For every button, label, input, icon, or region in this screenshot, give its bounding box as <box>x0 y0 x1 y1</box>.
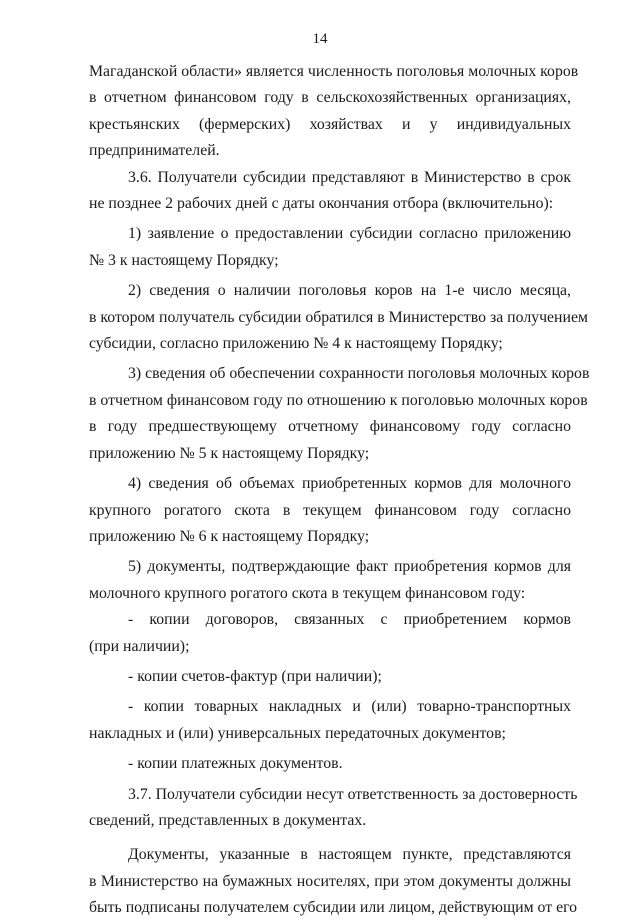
paragraph-sub-contracts <box>89 607 571 660</box>
text-line: не позднее 2 рабочих дней с даты окончания отбора (включительно): <box>89 195 554 213</box>
paragraph-sub-invoices <box>89 664 571 690</box>
text-line: - копии договоров, связанных с приобретением кормов <box>128 611 571 629</box>
text-line: 3) сведения об обеспечении сохранности поголовья молочных коров <box>128 365 590 383</box>
text-line: предпринимателей. <box>89 142 220 160</box>
document-body <box>89 59 590 922</box>
text-line: Магаданской области» является численность поголовья молочных коров <box>89 63 579 80</box>
text-line: накладных и (или) универсальных передаточных документов; <box>89 724 506 742</box>
text-line: 4) сведения об объемах приобретенных кормов для молочного <box>128 475 571 493</box>
text-line: - копии платежных документов. <box>128 755 343 773</box>
paragraph-item-3 <box>89 361 590 467</box>
paragraph-sub-payments <box>89 751 571 777</box>
paragraph-item-2 <box>89 278 588 357</box>
text-line: - копии товарных накладных и (или) товарно-транспортных <box>128 698 571 716</box>
text-line: в году предшествующему отчетному финансовому году согласно <box>89 418 571 436</box>
paragraph-item-5 <box>89 554 571 607</box>
text-line: в отчетном финансовом году по отношению к поголовью молочных коров <box>89 391 588 409</box>
text-line: быть подписаны получателем субсидии или лицом, действующим от его <box>89 899 578 917</box>
text-line: № 3 к настоящему Порядку; <box>89 251 279 269</box>
paragraph-sub-waybills <box>89 694 571 747</box>
text-line: 2) сведения о наличии поголовья коров на 1-е число месяца, <box>128 282 571 300</box>
paragraph-section-3-7 <box>89 782 578 835</box>
text-line: 1) заявление о предоставлении субсидии согласно приложению <box>128 225 571 243</box>
paragraph-section-3-6 <box>89 165 571 218</box>
text-line: молочного крупного рогатого скота в текущем финансовом году: <box>89 584 526 602</box>
text-line: крестьянских (фермерских) хозяйствах и у индивидуальных <box>89 115 571 133</box>
paragraph-documents-note <box>89 842 578 921</box>
paragraph-item-1 <box>89 221 571 274</box>
text-line: в отчетном финансовом году в сельскохозяйственных организациях, <box>89 89 571 107</box>
text-line: 5) документы, подтверждающие факт приобретения кормов для <box>128 558 571 576</box>
text-line: сведений, представленных в документах. <box>89 811 367 829</box>
text-line: субсидии, согласно приложению № 4 к настоящему Порядку; <box>89 335 503 353</box>
page-number: 14 <box>312 31 328 47</box>
text-line: в Министерство на бумажных носителях, при этом документы должны <box>89 872 571 890</box>
text-line: крупного рогатого скота в текущем финансовом году согласно <box>89 501 571 519</box>
text-line: приложению № 6 к настоящему Порядку; <box>89 527 370 545</box>
paragraph-item-4 <box>89 471 571 550</box>
paragraph-continuation <box>89 59 579 165</box>
text-line: 3.6. Получатели субсидии представляют в Министерство в срок <box>128 168 571 186</box>
text-line: Документы, указанные в настоящем пункте, представляются <box>128 846 571 864</box>
text-line: приложению № 5 к настоящему Порядку; <box>89 444 370 462</box>
text-line: (при наличии); <box>89 637 190 655</box>
text-line: в котором получатель субсидии обратился в Министерство за получением <box>89 308 588 326</box>
text-line: - копии счетов-фактур (при наличии); <box>128 667 382 685</box>
text-line: 3.7. Получатели субсидии несут ответственность за достоверность <box>128 785 578 803</box>
